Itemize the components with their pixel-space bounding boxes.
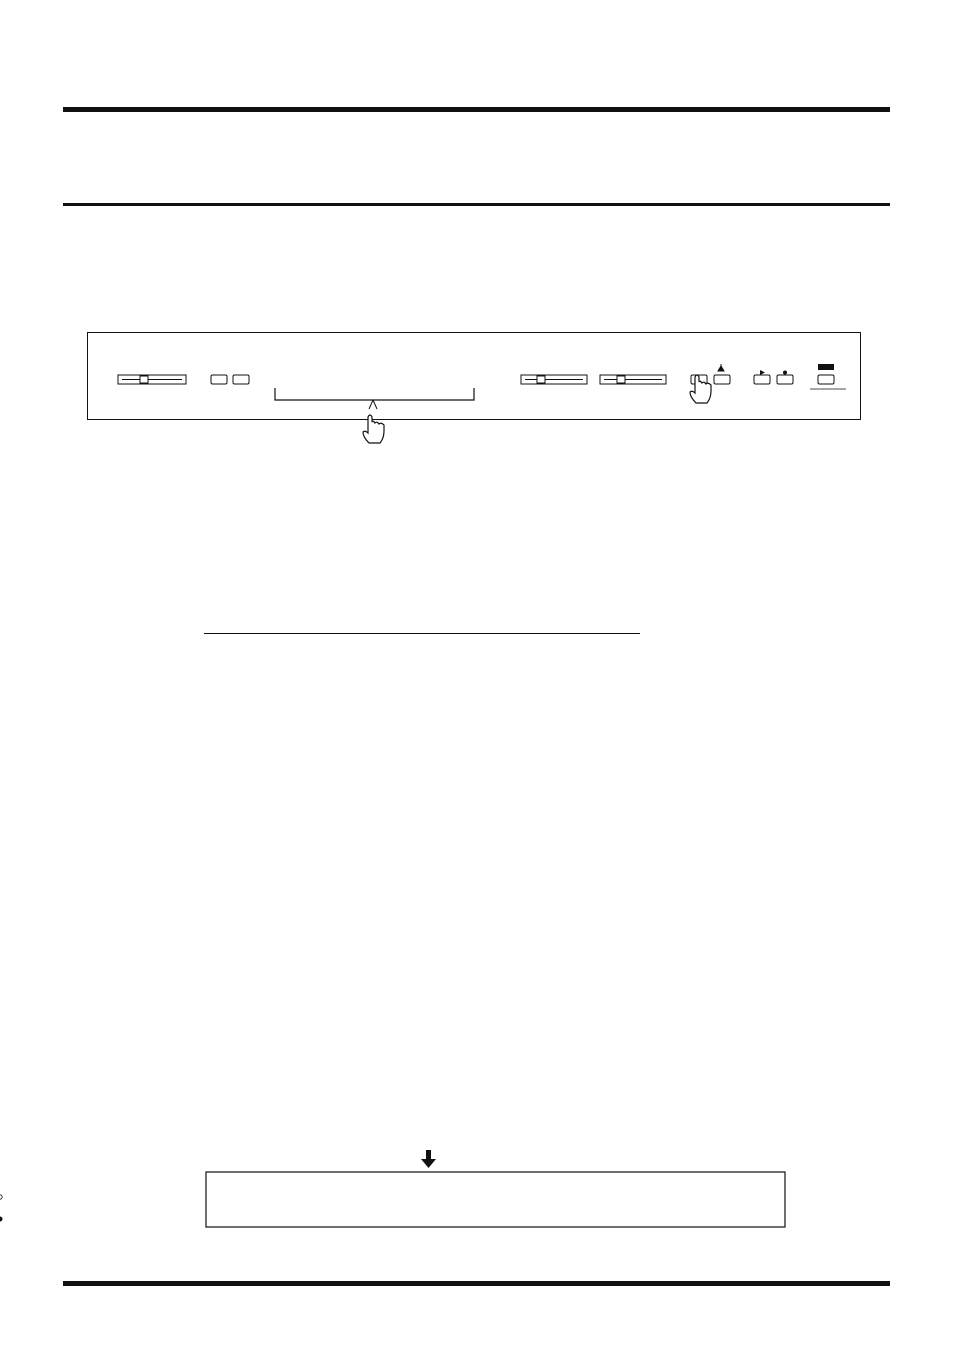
down-arrow-icon [421, 1150, 436, 1168]
keyboard-outline [206, 1172, 785, 1227]
beat-knob [617, 376, 625, 383]
table-header-row [204, 609, 640, 634]
tempo-knob [537, 376, 545, 383]
tone-bracket [275, 388, 474, 400]
play-button [754, 375, 770, 384]
reverb-button [211, 375, 227, 384]
play-icon [760, 370, 765, 375]
split-high-dot [0, 1217, 2, 1222]
header-rule [63, 107, 890, 112]
song-badge [818, 364, 834, 370]
song-button [818, 375, 834, 384]
control-panel-drawing [88, 333, 862, 421]
record-icon [783, 371, 787, 375]
pointing-hand-icon [690, 375, 711, 403]
title-rule [63, 203, 890, 206]
metronome-icon [718, 364, 724, 371]
tone-assignment-table [204, 609, 640, 634]
footer-rule [63, 1281, 890, 1286]
control-panel-illustration [87, 332, 861, 420]
rec-button [777, 375, 793, 384]
volume-knob [140, 376, 148, 383]
pointing-hand-icon [363, 415, 384, 443]
keyboard-drawing [0, 1140, 954, 1260]
split-default-dot [0, 1195, 2, 1199]
chorus-button [233, 375, 249, 384]
on-off-button [714, 375, 730, 384]
keyboard-diagram [0, 1140, 954, 1260]
